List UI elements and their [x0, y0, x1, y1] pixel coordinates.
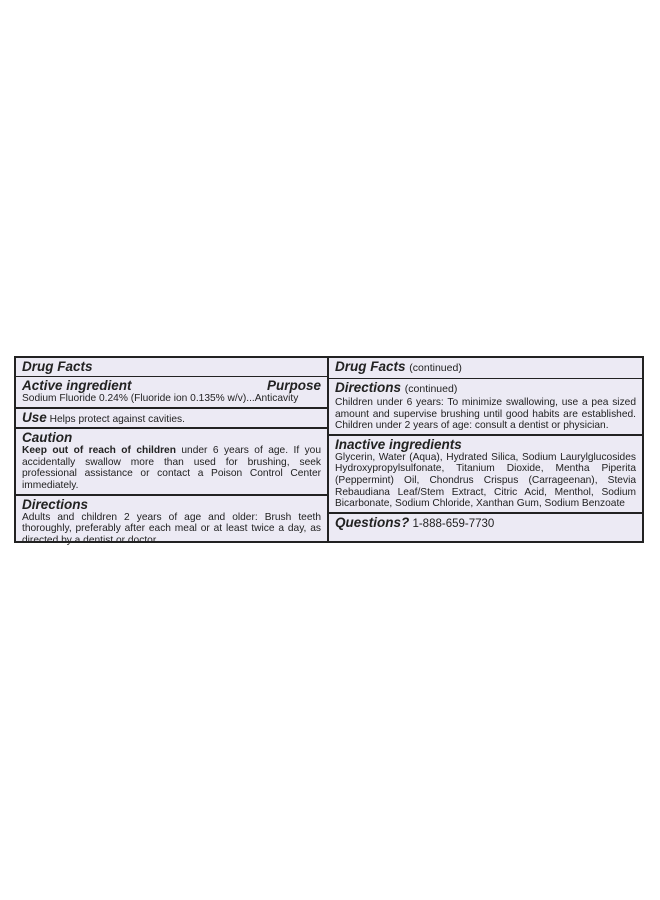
drug-facts-left-column — [16, 358, 329, 546]
directions-continued-text: Children under 6 years: To minimize swallowing, use a pea sized amount and supervise brushing until good habits are established. Children under 2 years of age: consult a dentist or physician. — [335, 397, 636, 432]
directions-section — [16, 496, 327, 549]
inactive-ingredients-heading: Inactive ingredients — [335, 436, 462, 452]
caution-text: under 6 years of age. If you accidentally swallow more than used for brushing, seek professional assistance or contact a Poison Control Center immediately. — [22, 445, 322, 491]
inactive-ingredients-section — [329, 436, 642, 514]
drug-facts-continued-section — [329, 358, 642, 379]
use-text: Helps protect against cavities. — [49, 413, 185, 425]
purpose-heading: Purpose — [266, 378, 321, 393]
active-ingredient-text: Sodium Fluoride 0.24% (Fluoride ion 0.135% w/v)...Anticavity — [22, 393, 299, 404]
directions-continued-heading: Directions — [335, 380, 402, 395]
directions-text: Adults and children 2 years of age and older: Brush teeth thoroughly, preferably after each meal or at least twice a day, as directed by a dentist or doctor. — [22, 511, 321, 546]
active-ingredient-section — [16, 377, 327, 409]
directions-continued-note: (continued) — [404, 383, 458, 395]
drug-facts-right-column — [329, 358, 642, 541]
drug-facts-title: Drug Facts — [22, 359, 93, 374]
use-section — [16, 409, 327, 430]
drug-facts-panel — [14, 356, 644, 546]
inactive-ingredients-text: Glycerin, Water (Aqua), Hydrated Silica, Sodium Laurylglucosides Hydroxypropylsulfonate, Titanium Dioxide, Mentha Piperita (Peppermint) Oil, Chondrus Crispus (Carrageenan), Stevia Rebaudiana Leaf/Stem Extract, Citric Acid, Menthol, Sodium Bicarbonate, Sodium Chloride, Xanthan Gum, Sodium Benzoate — [335, 451, 636, 510]
directions-heading: Directions — [22, 496, 89, 512]
drug-facts-continued-title: Drug Facts — [335, 359, 406, 374]
drug-facts-title-section — [16, 358, 327, 377]
caution-heading: Caution — [22, 430, 73, 446]
caution-bold-text: Keep out of reach of children — [22, 445, 176, 457]
directions-continued-section — [329, 379, 642, 436]
active-ingredient-heading: Active ingredient — [22, 378, 132, 393]
active-ingredient-header-row — [22, 378, 321, 393]
use-heading: Use — [22, 409, 47, 425]
questions-phone: 1-888-659-7730 — [409, 517, 495, 530]
questions-section — [329, 514, 642, 541]
caution-section — [16, 429, 327, 495]
caution-text-block — [22, 445, 321, 491]
drug-facts-continued-note: (continued) — [409, 362, 462, 374]
questions-heading: Questions? — [335, 514, 410, 530]
